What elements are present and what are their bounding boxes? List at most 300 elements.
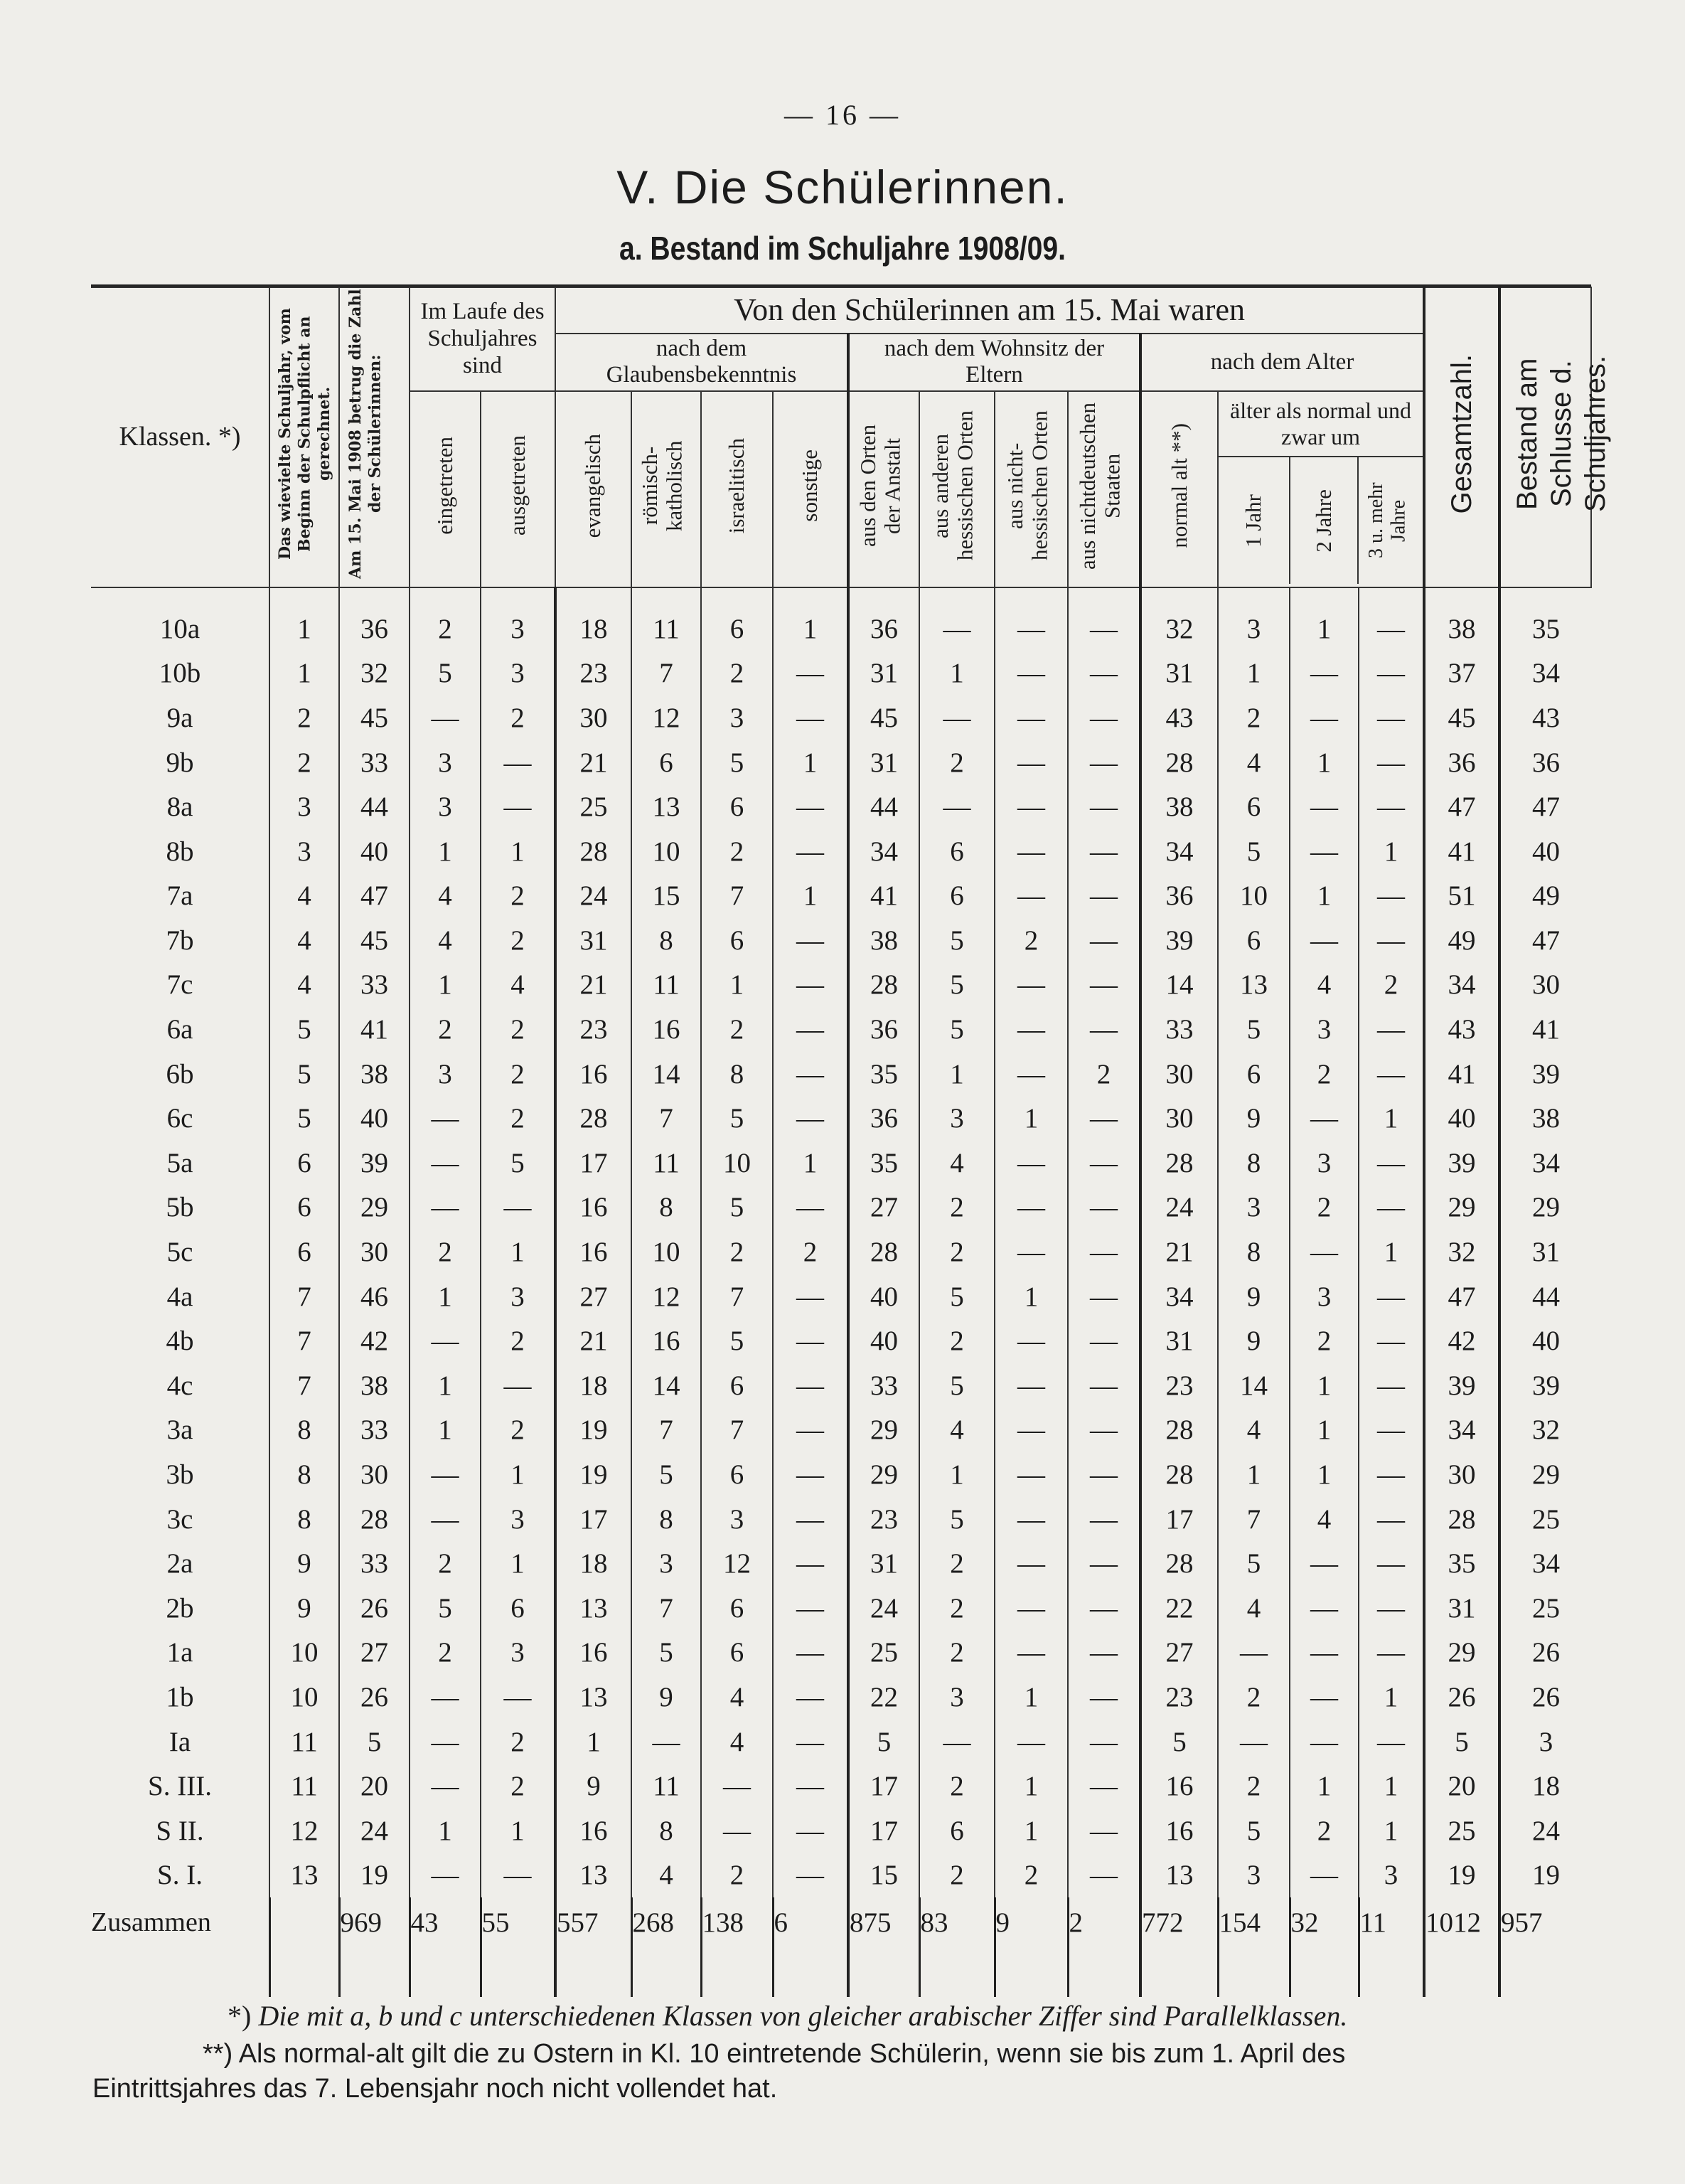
row-cell: —	[1068, 1007, 1140, 1052]
row-cell: 5	[339, 1720, 410, 1764]
row-cell: —	[1068, 740, 1140, 785]
row-cell: 5	[269, 1096, 339, 1141]
row-cell: —	[1068, 1408, 1140, 1453]
row-cell: 31	[1499, 1230, 1591, 1274]
row-cell: 7	[701, 874, 773, 919]
row-cell: 31	[848, 1541, 919, 1586]
row-cell: 4	[701, 1720, 773, 1764]
row-cell: —	[701, 1809, 773, 1853]
row-cell: 6	[701, 1363, 773, 1408]
row-cell: —	[1068, 1141, 1140, 1186]
header-aelter-split	[1219, 457, 1423, 584]
row-klasse: 2b	[166, 1592, 194, 1624]
row-cell: —	[773, 1007, 848, 1052]
row-cell: 2	[481, 1720, 555, 1764]
row-cell: 31	[848, 651, 919, 696]
row-cell: 38	[339, 1363, 410, 1408]
row-cell: 35	[848, 1052, 919, 1097]
row-cell: 2	[1218, 1675, 1290, 1720]
row-cell: 34	[1424, 1408, 1499, 1453]
row-cell: 1	[269, 587, 339, 651]
row-cell: 27	[848, 1186, 919, 1230]
row-cell: 2	[919, 1586, 995, 1631]
row-cell: —	[773, 784, 848, 829]
row-cell: 11	[631, 1141, 701, 1186]
row-cell: 1	[410, 829, 481, 874]
row-cell: —	[1290, 1230, 1359, 1274]
row-cell: —	[995, 1319, 1068, 1363]
row-cell: —	[1359, 1631, 1424, 1676]
row-cell: 13	[631, 784, 701, 829]
row-cell: 33	[339, 1541, 410, 1586]
table-row	[91, 784, 1591, 829]
row-cell: —	[1068, 651, 1140, 696]
row-cell: 2	[995, 918, 1068, 963]
table-row	[91, 874, 1591, 919]
row-cell: 13	[269, 1853, 339, 1898]
table-row	[91, 1319, 1591, 1363]
row-cell: —	[995, 740, 1068, 785]
row-cell: 9	[1218, 1096, 1290, 1141]
row-cell: 38	[1140, 784, 1218, 829]
row-cell: 5	[631, 1452, 701, 1497]
row-cell: —	[995, 1720, 1068, 1764]
table-row	[91, 1675, 1591, 1720]
row-cell: 1	[481, 1230, 555, 1274]
row-cell: —	[1290, 1720, 1359, 1764]
header-schuljahr: Das wievielte Schuljahr, vom Beginn der Schulpflicht an gerechnet.	[269, 287, 339, 587]
row-cell: 23	[555, 651, 631, 696]
row-cell: —	[773, 918, 848, 963]
row-cell: 3	[631, 1541, 701, 1586]
row-cell: —	[919, 784, 995, 829]
row-cell: 7	[631, 651, 701, 696]
row-cell: 2	[701, 1007, 773, 1052]
row-cell: 8	[269, 1497, 339, 1542]
row-cell: 5	[1218, 1007, 1290, 1052]
row-cell: 27	[339, 1631, 410, 1676]
row-cell: 47	[1499, 918, 1591, 963]
row-cell: 36	[1424, 740, 1499, 785]
row-cell: 9	[631, 1675, 701, 1720]
row-cell: 2	[1218, 696, 1290, 740]
row-cell: 21	[555, 963, 631, 1008]
row-cell: 3	[410, 784, 481, 829]
row-cell: 24	[1499, 1809, 1591, 1853]
row-cell: 3	[269, 784, 339, 829]
row-cell: 1	[773, 1141, 848, 1186]
row-cell: 19	[555, 1408, 631, 1453]
table-row	[91, 1497, 1591, 1542]
row-cell: —	[919, 1720, 995, 1764]
row-cell: 21	[555, 1319, 631, 1363]
row-cell: 4	[1290, 1497, 1359, 1542]
row-cell: 28	[848, 1230, 919, 1274]
row-cell: —	[995, 696, 1068, 740]
row-cell: 1	[995, 1764, 1068, 1809]
row-cell: 1	[1290, 1452, 1359, 1497]
row-cell: 14	[631, 1363, 701, 1408]
row-cell: 6	[701, 1631, 773, 1676]
header-aelter-group	[1218, 391, 1424, 587]
row-cell: 5	[1218, 1541, 1290, 1586]
row-cell: 2	[481, 918, 555, 963]
row-cell: —	[410, 1764, 481, 1809]
row-cell: —	[1290, 829, 1359, 874]
total-cell: 2	[1068, 1897, 1140, 1947]
total-cell: 83	[919, 1897, 995, 1947]
row-cell: 34	[1424, 963, 1499, 1008]
row-cell: —	[410, 1497, 481, 1542]
table-row	[91, 587, 1591, 651]
header-glaubens: nach dem Glaubensbekenntnis	[555, 334, 848, 391]
row-cell: —	[410, 1452, 481, 1497]
row-cell: 4	[410, 918, 481, 963]
row-cell: 6	[269, 1141, 339, 1186]
row-cell: 6	[701, 784, 773, 829]
row-cell: 9	[269, 1541, 339, 1586]
row-cell: —	[995, 651, 1068, 696]
row-cell: 1	[1290, 1363, 1359, 1408]
row-cell: —	[481, 784, 555, 829]
row-cell: —	[1068, 1230, 1140, 1274]
row-klasse: 6b	[166, 1058, 194, 1090]
row-cell: —	[773, 1586, 848, 1631]
row-klasse: 8b	[166, 836, 194, 867]
row-cell: —	[1290, 651, 1359, 696]
table-footer	[91, 1897, 1591, 1997]
row-cell: 25	[1499, 1586, 1591, 1631]
row-klasse: 5c	[166, 1237, 193, 1268]
row-cell: 47	[1424, 784, 1499, 829]
row-cell: 36	[848, 1096, 919, 1141]
row-cell: 4	[701, 1675, 773, 1720]
row-cell: 5	[919, 918, 995, 963]
header-orte: aus den Orten der Anstalt	[848, 391, 919, 587]
row-cell: 28	[1140, 1408, 1218, 1453]
row-cell: 49	[1424, 918, 1499, 963]
row-cell: —	[1359, 1141, 1424, 1186]
row-cell: 12	[269, 1809, 339, 1853]
row-cell: —	[1359, 1052, 1424, 1097]
row-cell: 9	[1218, 1319, 1290, 1363]
row-cell: 17	[848, 1764, 919, 1809]
row-cell: 36	[1499, 740, 1591, 785]
table-row	[91, 740, 1591, 785]
row-cell: —	[1290, 1096, 1359, 1141]
row-cell: 44	[339, 784, 410, 829]
row-cell: 4	[919, 1408, 995, 1453]
table-row	[91, 1631, 1591, 1676]
table-row	[91, 1141, 1591, 1186]
row-cell: 20	[1424, 1764, 1499, 1809]
row-cell: 1	[1359, 1675, 1424, 1720]
row-cell: —	[1359, 1186, 1424, 1230]
row-cell: 36	[1140, 874, 1218, 919]
row-klasse: 4c	[166, 1370, 193, 1401]
row-cell: 6	[481, 1586, 555, 1631]
row-cell: —	[773, 1541, 848, 1586]
row-cell: 25	[555, 784, 631, 829]
row-klasse: 1b	[166, 1681, 194, 1712]
row-cell: 5	[701, 740, 773, 785]
row-cell: 15	[848, 1853, 919, 1898]
row-cell: 8	[269, 1408, 339, 1453]
row-cell: 1	[919, 651, 995, 696]
row-cell: —	[1290, 918, 1359, 963]
table-row	[91, 1541, 1591, 1586]
row-cell: 3	[701, 696, 773, 740]
row-cell: —	[1359, 696, 1424, 740]
row-cell: 18	[555, 587, 631, 651]
row-cell: 1	[481, 1452, 555, 1497]
row-cell: 2	[410, 1631, 481, 1676]
row-cell: 10	[269, 1631, 339, 1676]
row-cell: —	[1068, 829, 1140, 874]
row-cell: —	[1290, 1586, 1359, 1631]
row-cell: 17	[1140, 1497, 1218, 1542]
row-cell: 2	[410, 1230, 481, 1274]
header-alter: nach dem Alter	[1140, 334, 1424, 391]
row-cell: 4	[1218, 1586, 1290, 1631]
row-cell: 1	[919, 1052, 995, 1097]
row-cell: 11	[631, 587, 701, 651]
footnote-text-2a: Als normal-alt gilt die zu Ostern in Kl. 10 eintretende Schülerin, wenn sie bis zum 1. April des	[238, 2039, 1346, 2069]
row-cell: 3	[481, 587, 555, 651]
row-cell: 49	[1499, 874, 1591, 919]
table-row	[91, 1363, 1591, 1408]
row-cell: 6	[1218, 918, 1290, 963]
row-cell: 31	[1140, 651, 1218, 696]
row-cell: —	[1068, 1363, 1140, 1408]
row-cell: 1	[410, 963, 481, 1008]
row-cell: 16	[555, 1809, 631, 1853]
row-cell: 1	[410, 1274, 481, 1319]
row-cell: —	[995, 1230, 1068, 1274]
row-cell: 29	[1499, 1452, 1591, 1497]
row-cell: —	[1290, 784, 1359, 829]
total-cell: 268	[631, 1897, 701, 1947]
row-cell: 5	[919, 1363, 995, 1408]
table-body	[91, 587, 1591, 1897]
row-cell: 31	[555, 918, 631, 963]
row-cell: 6	[1218, 784, 1290, 829]
row-cell: 18	[555, 1363, 631, 1408]
row-cell: —	[1359, 918, 1424, 963]
row-cell: —	[919, 696, 995, 740]
row-cell: 6	[701, 587, 773, 651]
row-cell: 26	[1499, 1675, 1591, 1720]
row-cell: 1	[995, 1274, 1068, 1319]
row-cell: 5	[848, 1720, 919, 1764]
row-cell: —	[481, 1675, 555, 1720]
row-cell: 2	[1068, 1052, 1140, 1097]
row-cell: —	[919, 587, 995, 651]
row-cell: 30	[1424, 1452, 1499, 1497]
row-cell: 2	[410, 587, 481, 651]
row-cell: 1	[1359, 1230, 1424, 1274]
row-cell: 26	[339, 1586, 410, 1631]
row-cell: 16	[631, 1007, 701, 1052]
row-cell: —	[773, 829, 848, 874]
row-cell: 6	[919, 874, 995, 919]
row-cell: 17	[555, 1497, 631, 1542]
row-cell: —	[1290, 696, 1359, 740]
row-cell: 13	[555, 1853, 631, 1898]
row-cell: 7	[1218, 1497, 1290, 1542]
row-cell: —	[773, 963, 848, 1008]
row-cell: 38	[1499, 1096, 1591, 1141]
row-cell: 3	[1290, 1274, 1359, 1319]
row-cell: 41	[339, 1007, 410, 1052]
row-cell: 30	[555, 696, 631, 740]
row-cell: 3	[481, 1497, 555, 1542]
row-cell: —	[1068, 1319, 1140, 1363]
row-cell: 3	[1499, 1720, 1591, 1764]
row-klasse: S. I.	[157, 1860, 203, 1891]
row-cell: 39	[339, 1141, 410, 1186]
row-cell: —	[995, 587, 1068, 651]
row-cell: —	[773, 1497, 848, 1542]
row-cell: —	[1359, 1007, 1424, 1052]
total-cell: 138	[701, 1897, 773, 1947]
row-cell: 28	[1140, 740, 1218, 785]
row-cell: 8	[1218, 1141, 1290, 1186]
row-cell: —	[1068, 1586, 1140, 1631]
row-cell: 29	[339, 1186, 410, 1230]
row-cell: —	[1068, 1720, 1140, 1764]
header-3-jahre: 3 u. mehr Jahre	[1357, 457, 1423, 584]
row-cell: 40	[848, 1319, 919, 1363]
row-cell: 3	[481, 1274, 555, 1319]
row-cell: 6	[631, 740, 701, 785]
row-cell: 5	[631, 1631, 701, 1676]
row-cell: 7	[631, 1408, 701, 1453]
row-cell: 41	[848, 874, 919, 919]
row-klasse: 7a	[166, 880, 193, 912]
row-cell: 1	[919, 1452, 995, 1497]
header-gesamt: Gesamtzahl.	[1424, 287, 1499, 587]
row-cell: 18	[555, 1541, 631, 1586]
row-cell: 16	[1140, 1764, 1218, 1809]
row-cell: 19	[555, 1452, 631, 1497]
row-cell: 2	[919, 1541, 995, 1586]
row-klasse: 3a	[166, 1415, 193, 1446]
total-cell: 11	[1359, 1897, 1424, 1947]
row-cell: 33	[339, 740, 410, 785]
header-katholisch: römisch-katholisch	[631, 391, 701, 587]
row-cell: 38	[848, 918, 919, 963]
footnote-mark-2: **)	[203, 2039, 233, 2069]
row-cell: —	[773, 1319, 848, 1363]
row-cell: 37	[1424, 651, 1499, 696]
row-cell: —	[1068, 1452, 1140, 1497]
row-cell: —	[773, 1186, 848, 1230]
row-cell: 29	[1424, 1631, 1499, 1676]
row-cell: 39	[1499, 1363, 1591, 1408]
row-cell: 21	[555, 740, 631, 785]
table-header	[91, 287, 1612, 587]
row-cell: 2	[481, 1764, 555, 1809]
header-zahl: Am 15. Mai 1908 betrug die Zahl der Schülerinnen:	[339, 287, 410, 587]
total-row	[91, 1897, 1591, 1947]
row-cell: —	[1068, 1096, 1140, 1141]
row-cell: 33	[339, 963, 410, 1008]
row-cell: 2	[919, 1853, 995, 1898]
row-cell: —	[1290, 1631, 1359, 1676]
header-evangelisch: evangelisch	[555, 391, 631, 587]
row-klasse: 4b	[166, 1326, 194, 1357]
row-cell: —	[773, 1809, 848, 1853]
row-cell: —	[1359, 1408, 1424, 1453]
row-cell: 2	[481, 1007, 555, 1052]
row-cell: 1	[269, 651, 339, 696]
row-cell: 1	[481, 829, 555, 874]
row-cell: —	[1068, 1631, 1140, 1676]
row-cell: —	[995, 1586, 1068, 1631]
row-cell: 31	[848, 740, 919, 785]
row-cell: 2	[1290, 1186, 1359, 1230]
header-2-jahre: 2 Jahre	[1289, 457, 1358, 584]
table-row	[91, 1007, 1591, 1052]
table-row	[91, 1230, 1591, 1274]
row-cell: 30	[1140, 1096, 1218, 1141]
row-cell: —	[481, 740, 555, 785]
row-cell: 6	[919, 1809, 995, 1853]
row-cell: 44	[848, 784, 919, 829]
row-cell: 3	[1218, 587, 1290, 651]
row-cell: —	[701, 1764, 773, 1809]
row-cell: 2	[481, 696, 555, 740]
row-cell: 3	[919, 1096, 995, 1141]
row-cell: —	[995, 874, 1068, 919]
row-cell: 2	[1290, 1809, 1359, 1853]
row-cell: 31	[1140, 1319, 1218, 1363]
row-klasse: 7b	[166, 925, 194, 956]
row-cell: 34	[1499, 1141, 1591, 1186]
row-cell: —	[1359, 1319, 1424, 1363]
row-cell: —	[995, 784, 1068, 829]
row-cell: 5	[919, 1007, 995, 1052]
row-cell: —	[410, 1096, 481, 1141]
total-cell: 55	[481, 1897, 555, 1947]
row-cell: 2	[481, 1096, 555, 1141]
row-cell: 44	[1499, 1274, 1591, 1319]
row-cell: 34	[1499, 651, 1591, 696]
row-cell: 16	[555, 1631, 631, 1676]
row-cell: 4	[919, 1141, 995, 1186]
row-cell: 45	[339, 696, 410, 740]
header-aelter: älter als normal und zwar um	[1219, 392, 1423, 457]
row-klasse: S II.	[156, 1815, 204, 1846]
row-cell: 2	[410, 1007, 481, 1052]
row-cell: 2	[919, 1319, 995, 1363]
row-cell: 25	[1499, 1497, 1591, 1542]
row-cell: —	[410, 1319, 481, 1363]
row-cell: 1	[481, 1809, 555, 1853]
row-klasse: 8a	[166, 792, 193, 823]
row-cell: 6	[701, 1586, 773, 1631]
row-cell: 16	[555, 1186, 631, 1230]
row-cell: 32	[1140, 587, 1218, 651]
footnote-text-1: Die mit a, b und c unterschiedenen Klassen von gleicher arabischer Ziffer sind Parallelklassen.	[258, 2000, 1348, 2032]
row-cell: 1	[995, 1675, 1068, 1720]
table-row	[91, 1720, 1591, 1764]
table-row	[91, 696, 1591, 740]
row-cell: 4	[269, 874, 339, 919]
row-cell: 41	[1499, 1007, 1591, 1052]
row-cell: 9	[1218, 1274, 1290, 1319]
